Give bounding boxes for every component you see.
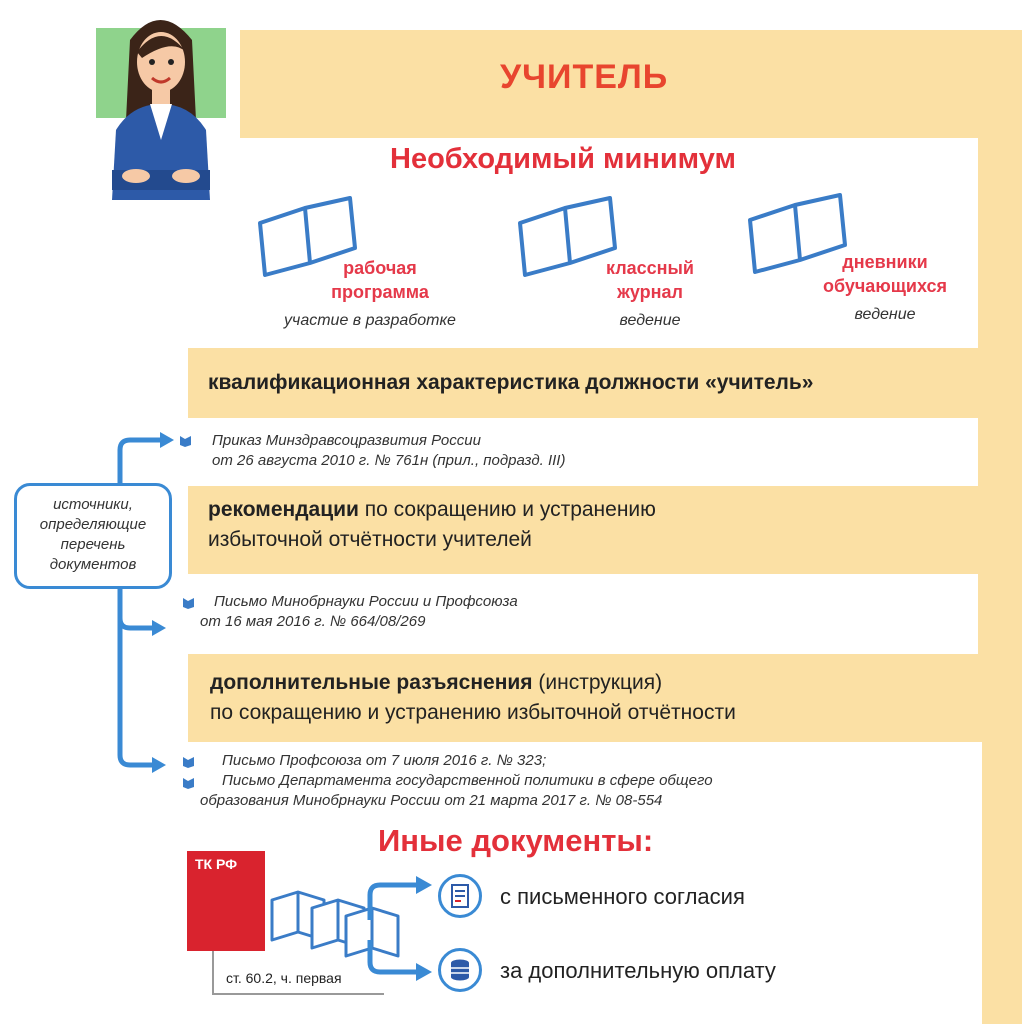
- book-label-line: обучающихся: [822, 276, 948, 296]
- book-label-line: программа: [331, 282, 429, 302]
- book-sub-journal: ведение: [619, 312, 681, 329]
- heading-line2: по сокращению и устранению избыточной отчётности: [210, 701, 736, 724]
- book-label-line: классный: [605, 258, 694, 278]
- option-written-consent: с письменного согласия: [500, 884, 745, 909]
- book-label-line: дневники: [842, 252, 928, 272]
- sources-label: [14, 483, 172, 589]
- section-heading-recommendations: [208, 495, 656, 555]
- article-reference: ст. 60.2, ч. первая: [226, 970, 342, 986]
- book-label-line: журнал: [617, 282, 683, 302]
- document-icon: [438, 874, 482, 918]
- reference-text: [200, 592, 518, 632]
- section-heading-clarifications: [210, 668, 736, 728]
- sources-label-line: перечень: [60, 536, 126, 553]
- coins-icon: [438, 948, 482, 992]
- page-title: УЧИТЕЛЬ: [500, 58, 669, 96]
- reference-text: [212, 431, 565, 471]
- branch-arrows: [360, 870, 440, 990]
- heading-bold: рекомендации: [208, 498, 359, 521]
- heading-rest: по сокращению и устранению: [358, 498, 656, 521]
- book-label-journal: [570, 256, 730, 304]
- bottom-right-strip: [982, 742, 1022, 1024]
- sources-label-line: определяющие: [39, 516, 147, 533]
- option-additional-payment: за дополнительную оплату: [500, 958, 776, 983]
- sources-label-line: источники,: [53, 496, 133, 513]
- book-label-line: рабочая: [343, 258, 417, 278]
- reference-text: [200, 751, 713, 811]
- reference-line: Письмо Департамента государственной политики в сфере общего: [222, 772, 713, 789]
- other-documents-title: Иные документы:: [378, 823, 654, 858]
- section-heading-qualification: квалификационная характеристика должности «учитель»: [208, 371, 814, 394]
- labor-code-label: ТК РФ: [195, 856, 238, 872]
- labor-code-book: [187, 851, 265, 951]
- book-label-diaries: [800, 250, 970, 298]
- reference-line: Письмо Профсоюза от 7 июля 2016 г. № 323;: [222, 752, 547, 769]
- heading-bold: дополнительные разъяснения: [210, 671, 533, 694]
- teacher-illustration-icon: [82, 0, 240, 200]
- source-connector-lines: [0, 420, 190, 780]
- reference-line: Приказ Минздравсоцразвития России: [212, 432, 481, 449]
- reference-line: Письмо Минобрнауки России и Профсоюза: [214, 593, 518, 610]
- reference-line: от 16 мая 2016 г. № 664/08/269: [200, 613, 426, 630]
- teacher-avatar: [82, 0, 240, 200]
- heading-rest: (инструкция): [532, 671, 663, 694]
- sources-label-line: документов: [49, 556, 137, 573]
- book-sub-diaries: ведение: [854, 306, 916, 323]
- document-glyph-icon: [441, 877, 479, 915]
- book-label-program: [300, 256, 460, 304]
- minimum-title: Необходимый минимум: [390, 143, 736, 175]
- reference-line: образования Минобрнауки России от 21 марта 2017 г. № 08-554: [200, 792, 663, 809]
- coins-glyph-icon: [441, 951, 479, 989]
- book-sub-program: участие в разработке: [284, 312, 456, 329]
- reference-line: от 26 августа 2010 г. № 761н (прил., подразд. III): [212, 452, 566, 469]
- heading-line2: избыточной отчётности учителей: [208, 528, 532, 551]
